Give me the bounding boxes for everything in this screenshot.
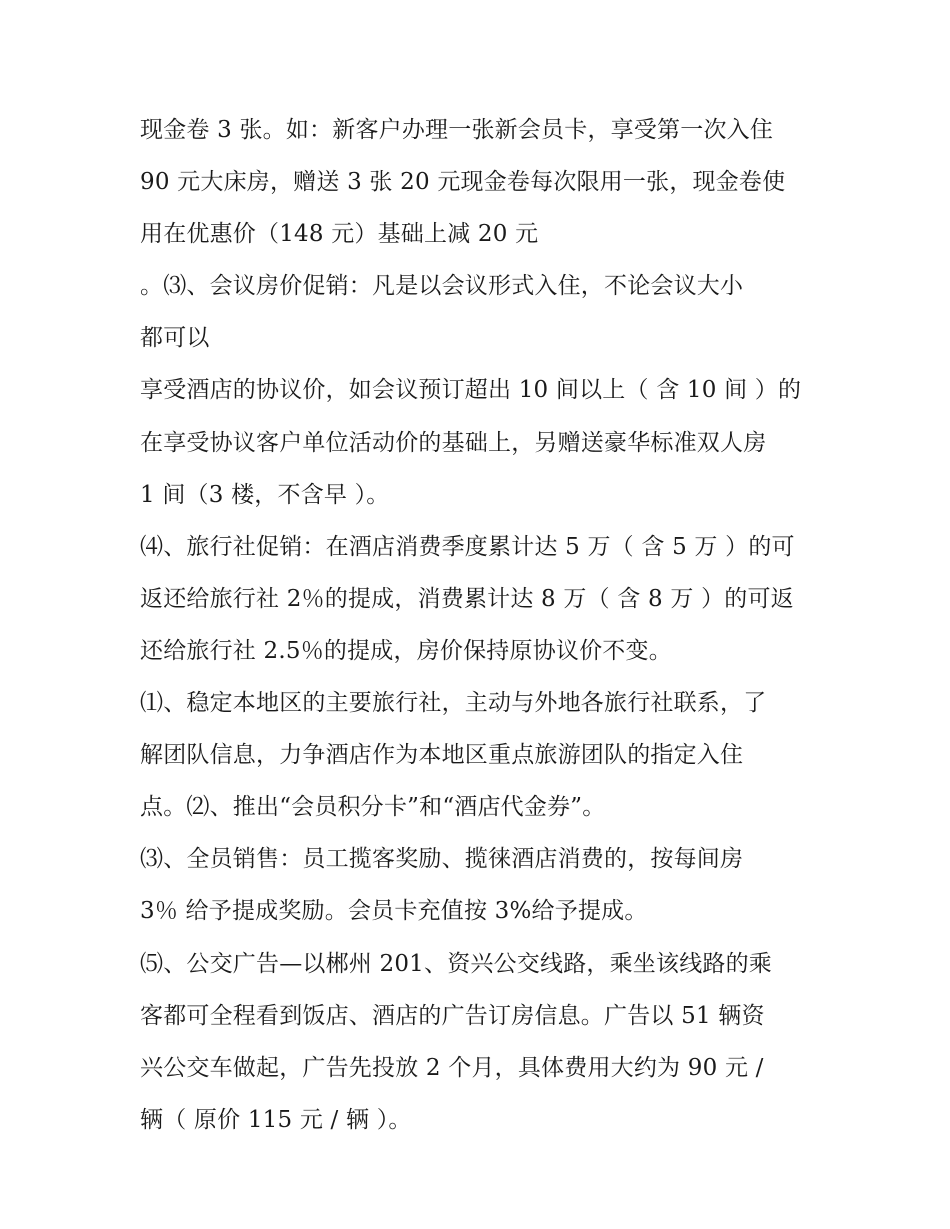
text-line: 现金卷 3 张。如：新客户办理一张新会员卡，享受第一次入住: [140, 117, 774, 143]
text-line: 点。⑵、推出“会员积分卡”和“酒店代金券”。: [140, 794, 606, 821]
text-line: 享受酒店的协议价，如会议预订超出 10 间以上（ 含 10 间 ）的: [140, 377, 802, 404]
text-line: 90 元大床房，赠送 3 张 20 元现金卷每次限用一张，现金卷使: [140, 169, 786, 196]
text-line: 都可以: [140, 325, 210, 352]
text-line: 1 间（3 楼，不含早 ）。: [140, 481, 390, 508]
text-line: 辆（ 原价 115 元 / 辆 ）。: [140, 1106, 412, 1133]
text-line: 解团队信息，力争酒店作为本地区重点旅游团队的指定入住: [140, 742, 744, 769]
text-line: 在享受协议客户单位活动价的基础上，另赠送豪华标准双人房: [140, 429, 767, 456]
text-line: ⑸、公交广告—以郴州 201、资兴公交线路，乘坐该线路的乘: [140, 950, 773, 977]
text-line: 3％ 给予提成奖励。会员卡充值按 3%给予提成。: [140, 898, 648, 925]
text-line: 用在优惠价（148 元）基础上减 20 元: [140, 221, 539, 248]
text-line: 返还给旅行社 2％的提成，消费累计达 8 万（ 含 8 万 ）的可返: [140, 585, 794, 612]
document-body: [140, 108, 830, 1150]
text-line: 兴公交车做起，广告先投放 2 个月，具体费用大约为 90 元 /: [140, 1054, 764, 1081]
text-line: ⑷、旅行社促销：在酒店消费季度累计达 5 万（ 含 5 万 ）的可: [140, 533, 795, 560]
text-line: 。⑶、会议房价促销：凡是以会议形式入住，不论会议大小: [140, 273, 744, 300]
text-line: ⑶、全员销售：员工揽客奖励、揽徕酒店消费的，按每间房: [140, 846, 744, 873]
text-line: 还给旅行社 2.5％的提成，房价保持原协议价不变。: [140, 637, 672, 664]
text-line: ⑴、稳定本地区的主要旅行社，主动与外地各旅行社联系，了: [140, 690, 767, 717]
text-line: 客都可全程看到饭店、酒店的广告订房信息。广告以 51 辆资: [140, 1002, 765, 1029]
